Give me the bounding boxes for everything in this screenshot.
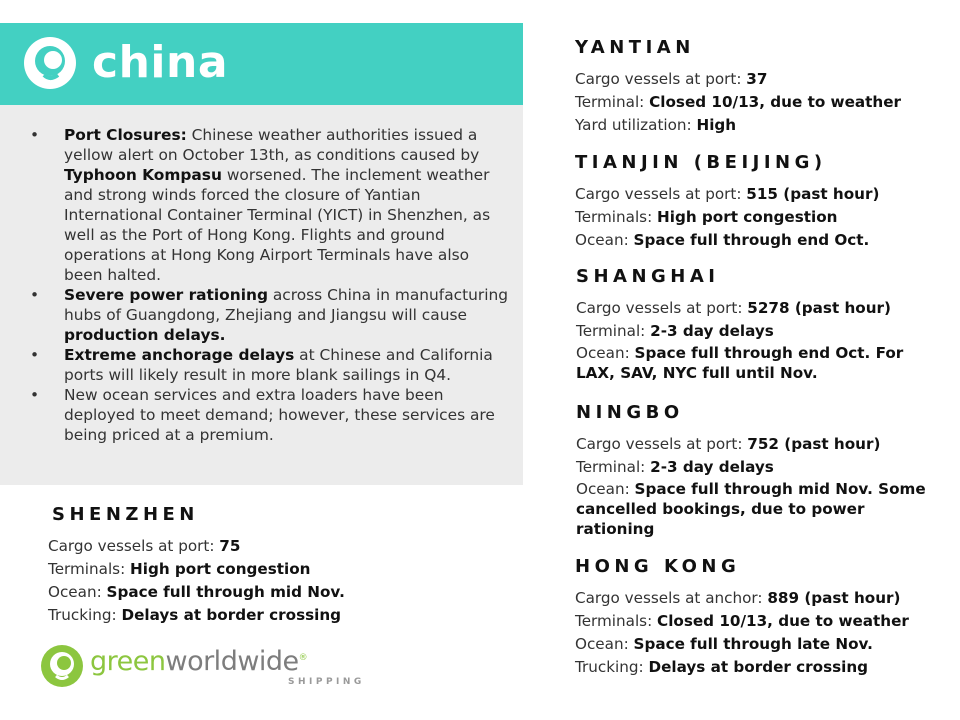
row-value: Space full through late Nov. [633, 635, 873, 653]
port-tianjin [575, 153, 935, 252]
port-row [575, 587, 935, 610]
list-item [30, 125, 510, 285]
port-hongkong [575, 557, 935, 679]
registered-mark: ® [298, 653, 308, 663]
item-text: New ocean services and extra loaders have been deployed to meet demand; however, these services are being priced at a premium. [64, 386, 495, 444]
brand-word-grey: worldwide [165, 646, 299, 677]
row-label: Ocean: [575, 231, 634, 249]
row-value: High [696, 116, 737, 134]
row-value: 2-3 day delays [650, 322, 774, 340]
row-value: Delays at border crossing [648, 658, 869, 676]
row-value: Closed 10/13, due to weather [657, 612, 909, 630]
row-value: High port congestion [130, 560, 311, 578]
row-label: Terminal: [576, 458, 651, 476]
brand-logo-icon [22, 35, 78, 91]
row-label: Cargo vessels at port: [575, 185, 747, 203]
row-label: Ocean: [576, 344, 635, 362]
port-shanghai [576, 267, 936, 383]
port-row [576, 297, 936, 320]
row-label: Cargo vessels at port: [575, 70, 747, 88]
row-label: Cargo vessels at port: [48, 537, 220, 555]
bullet-icon: • [30, 386, 40, 404]
item-text: worsened. The inclement weather and strong winds forced the closure of Yantian International Container Terminal (YICT) in Shenzhen, as well as the Port of Hong Kong. Flights and ground operations at Hong Kong Airport Terminals have also been halted. [64, 166, 491, 284]
row-value: Delays at border crossing [121, 606, 342, 624]
item-text: at Chinese and California ports will likely result in more blank sailings in Q4. [64, 346, 493, 384]
row-value: 515 (past hour) [746, 185, 880, 203]
port-row [576, 433, 936, 456]
row-label: Cargo vessels at port: [576, 435, 748, 453]
brand-wordmark [90, 646, 307, 677]
brand-subtitle: SHIPPING [288, 677, 365, 687]
item-lead: Severe power rationing [64, 286, 268, 304]
port-shenzhen [48, 505, 508, 627]
row-value: 2-3 day delays [650, 458, 774, 476]
row-label: Terminals: [575, 612, 658, 630]
port-heading: SHANGHAI [576, 266, 720, 287]
footer-brand-logo [40, 644, 365, 692]
page-banner [0, 23, 523, 105]
row-value: 752 (past hour) [747, 435, 881, 453]
port-row [575, 633, 935, 656]
row-value: Space full through end Oct. For LAX, SAV, NYC full until Nov. [576, 344, 904, 382]
port-row [576, 479, 936, 539]
row-label: Yard utilization: [575, 116, 697, 134]
row-label: Terminal: [575, 93, 650, 111]
port-row [575, 68, 935, 91]
bullet-icon: • [30, 286, 40, 304]
port-row [575, 206, 935, 229]
list-item [30, 345, 510, 385]
port-row [576, 343, 936, 383]
summary-list [30, 125, 510, 445]
row-value: 37 [746, 70, 768, 88]
bullet-icon: • [30, 126, 40, 144]
port-heading: TIANJIN (BEIJING) [575, 152, 827, 173]
row-label: Trucking: [575, 658, 649, 676]
row-label: Terminals: [48, 560, 131, 578]
brand-word-green: green [90, 646, 166, 677]
item-emphasis: Typhoon Kompasu [64, 166, 222, 184]
port-row [575, 183, 935, 206]
item-lead: Port Closures: [64, 126, 187, 144]
list-item [30, 385, 510, 445]
row-value: 889 (past hour) [767, 589, 901, 607]
port-heading: YANTIAN [575, 37, 695, 58]
item-lead: Extreme anchorage delays [64, 346, 295, 364]
port-row [576, 320, 936, 343]
row-value: Space full through end Oct. [633, 231, 870, 249]
row-label: Cargo vessels at anchor: [575, 589, 768, 607]
port-heading: HONG KONG [575, 556, 741, 577]
item-text: across China in manufacturing hubs of Guangdong, Zhejiang and Jiangsu will cause [64, 286, 509, 324]
row-label: Ocean: [48, 583, 107, 601]
port-row [48, 558, 508, 581]
port-row [575, 610, 935, 633]
bullet-icon: • [30, 346, 40, 364]
port-row [575, 91, 935, 114]
port-row [575, 229, 935, 252]
row-label: Ocean: [575, 635, 634, 653]
row-label: Cargo vessels at port: [576, 299, 748, 317]
port-row [48, 535, 508, 558]
row-value: High port congestion [657, 208, 838, 226]
row-value: Space full through mid Nov. [106, 583, 345, 601]
row-value: Closed 10/13, due to weather [649, 93, 901, 111]
page-title: china [92, 37, 229, 88]
list-item [30, 285, 510, 345]
row-label: Terminals: [575, 208, 658, 226]
row-label: Trucking: [48, 606, 122, 624]
port-ningbo [576, 403, 936, 539]
summary-panel [0, 105, 523, 485]
row-label: Ocean: [576, 480, 635, 498]
item-emphasis: production delays. [64, 326, 226, 344]
port-heading: SHENZHEN [52, 504, 199, 525]
row-value: Space full through mid Nov. Some cancelled bookings, due to power rationing [576, 480, 926, 538]
row-value: 5278 (past hour) [747, 299, 891, 317]
item-text: Chinese weather authorities issued a yellow alert on October 13th, as conditions caused by [64, 126, 480, 164]
port-row [576, 456, 936, 479]
port-row [575, 656, 935, 679]
row-value: 75 [219, 537, 241, 555]
port-row [48, 581, 508, 604]
brand-mark-icon [40, 644, 84, 688]
port-heading: NINGBO [576, 402, 684, 423]
port-yantian [575, 38, 935, 137]
port-row [48, 604, 508, 627]
port-row [575, 114, 935, 137]
row-label: Terminal: [576, 322, 651, 340]
